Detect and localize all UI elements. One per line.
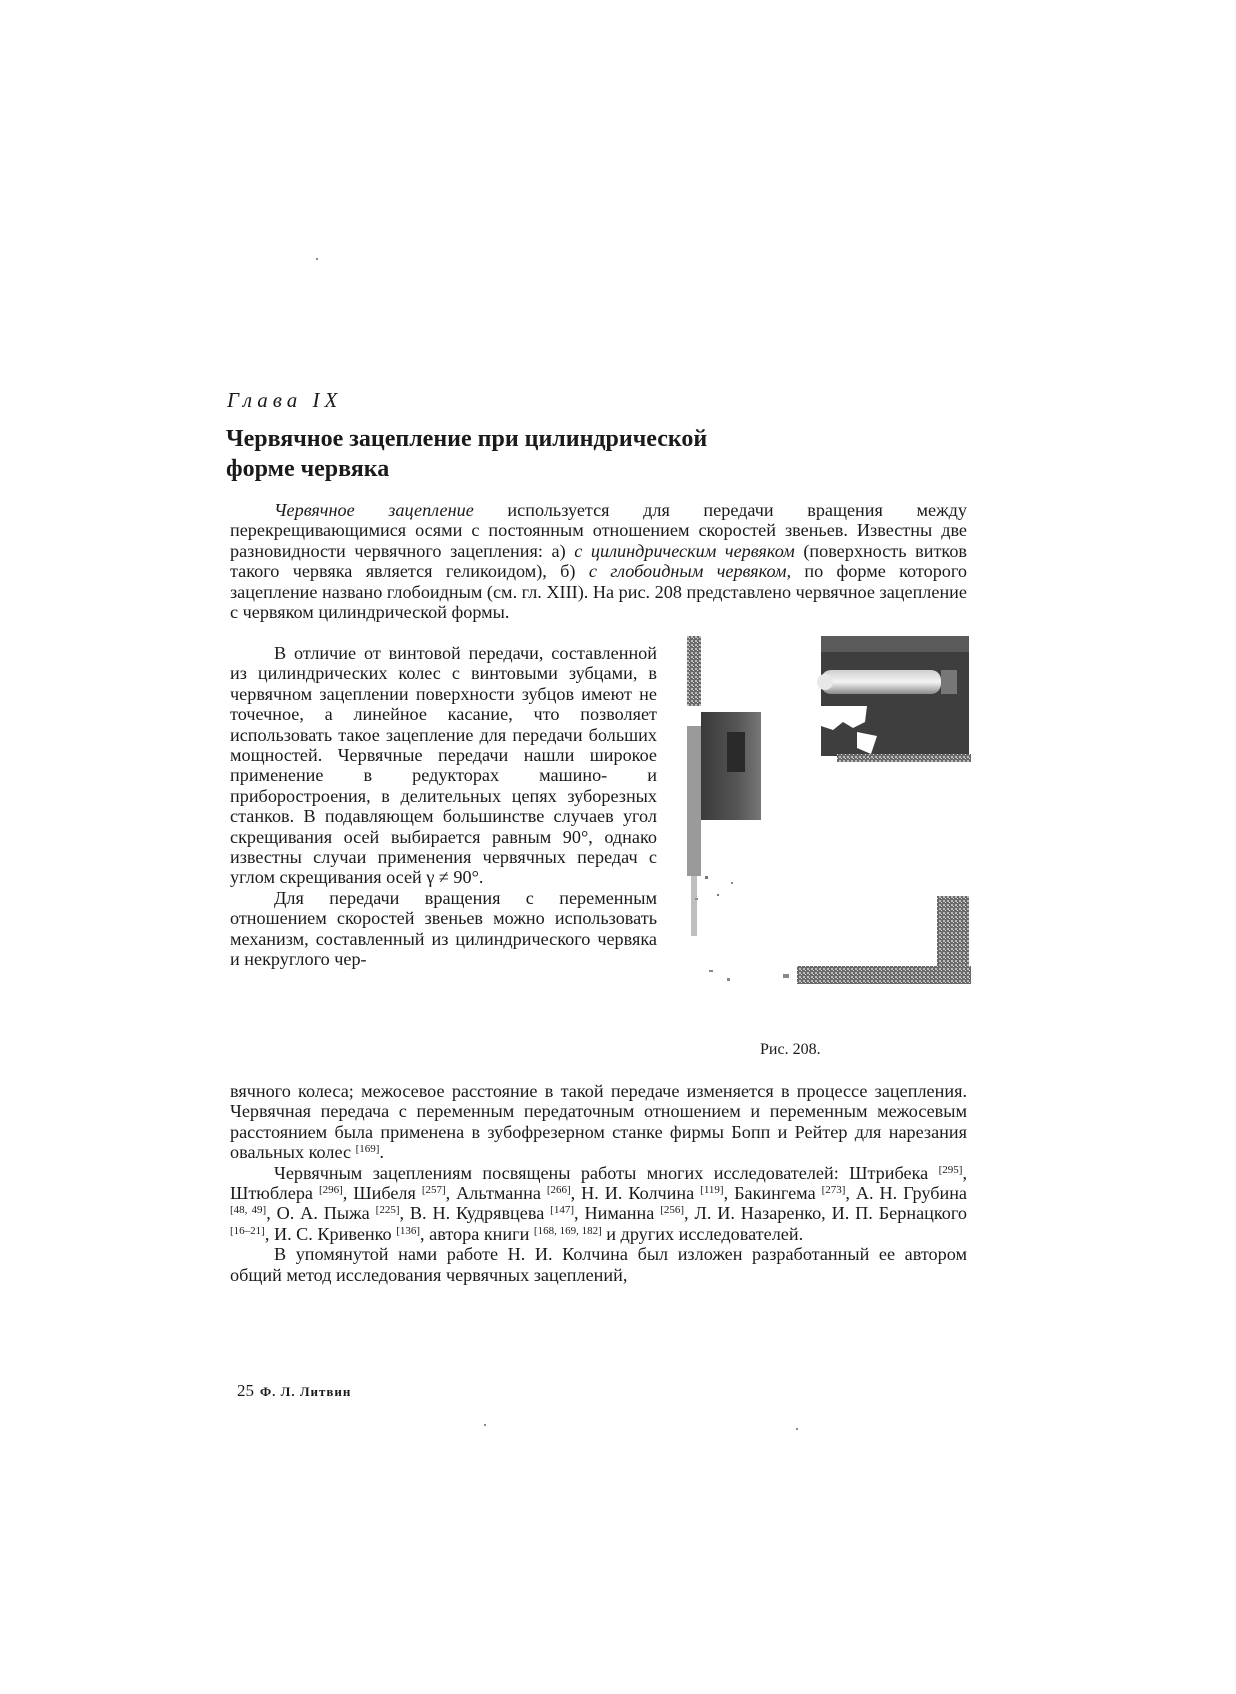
reference-number: 147 — [553, 1204, 571, 1217]
reference-number: 295 — [942, 1163, 959, 1176]
paragraph-researchers: Червячным зацеплениям посвящены работы многих исследователей: Штрибека [295], Штюблера [296], Шибеля [257], Альтманна [266], Н. И. Колчина [119], Бакингема [273], А. Н. Грубина [48, 49], О. А. Пыжа [225], В. Н. Кудрявцева [147], Ниманна [256], Л. И. Назаренко, И. П. Бернацкого [16–21], И. С. Кривенко [136], автора книги [168, 169, 182] и других исследователей. — [230, 1162, 967, 1244]
reference-number: 119 — [703, 1183, 720, 1196]
reference-number: 48, 49 — [233, 1204, 263, 1217]
reference-number: 136 — [399, 1224, 417, 1237]
paragraph-column — [230, 643, 657, 970]
reference-number: 225 — [379, 1204, 396, 1217]
figure-208-photo — [687, 636, 977, 1016]
paragraph-text: (поверхность витков такого червяка является геликоидом), б) — [230, 540, 967, 582]
paragraph-text: используется для передачи вращения между перекрещивающимися осями с постоянным отношением скоростей звеньев. Известны две разновидности червячного зацепления: а) — [230, 500, 967, 561]
paragraph-worm-vs-helical: В отличие от винтовой передачи, составленной из цилиндрических колес с винтовыми зубцами, в червячном зацеплении поверхности зубцов имеют не точечное, а линейное касание, что позволяет использовать такое зацепление для передачи больших мощностей. Червячные передачи нашли широкое применение в редукторах машино- и приборостроения, в делительных цепях зуборезных станков. В подавляющем большинстве случаев угол скрещивания осей выбирается равным 90°, однако известны случаи применения червячных передач с углом скрещивания осей γ ≠ 90°. — [230, 643, 657, 888]
chapter-title-line: форме червяка — [226, 456, 390, 482]
paragraph-kolchin-method: В упомянутой нами работе Н. И. Колчина был изложен разработанный ее автором общий метод исследования червячных зацеплений, — [230, 1244, 967, 1285]
paragraph-variable-ratio: Для передачи вращения с переменным отношением скоростей звеньев можно использовать механизм, составленный из цилиндрического червяка и некруглого чер- — [230, 887, 657, 970]
footer-author: Ф. Л. Литвин — [260, 1384, 352, 1399]
chapter-title — [226, 424, 866, 484]
chapter-title-line: Червячное зацепление при цилиндрической — [226, 426, 708, 452]
figure-caption: Рис. 208. — [760, 1041, 821, 1058]
reference-number: 266 — [550, 1183, 567, 1196]
paragraph-text: вячного колеса; межосевое расстояние в такой передаче изменяется в процессе зацепления. Червячная передача с переменным передаточным отношением и переменным межосевым расстоянием была применена в зубофрезерном станке фирмы Бопп и Рейтер для нарезания овальных колес — [230, 1081, 967, 1163]
term-italic: с глобоидным червяком, — [588, 561, 792, 582]
paragraph-text: по форме которого зацепление названо глобоидным (см. гл. XIII). На рис. 208 представлено червячное зацепление с червяком цилиндрической формы. — [230, 561, 968, 623]
reference-number: 296 — [322, 1183, 340, 1196]
reference-number: 169 — [359, 1143, 376, 1156]
reference-number: 256 — [663, 1204, 681, 1217]
reference-number: 168, 169, 182 — [537, 1224, 599, 1237]
scan-speck — [796, 1428, 798, 1430]
term-italic: с цилиндрическим червяком — [574, 540, 795, 561]
paragraph-block-lower: вячного колеса; межосевое расстояние в такой передаче изменяется в процессе зацепления. Червячная передача с переменным передаточным отношением и переменным межосевым расстоянием была применена в зубофрезерном станке фирмы Бопп и Рейтер для нарезания овальных колес [169]. Червячным зацеплениям посвящены работы многих исследователей: Штрибека [295], Штюблера [296], Шибеля [257], Альтманна [266], Н. И. Колчина [119], Бакингема [273], А. Н. Грубина [48, 49], О. А. Пыжа [225], В. Н. Кудрявцева [147], Ниманна [256], Л. И. Назаренко, И. П. Бернацкого [16–21], И. С. Кривенко [136], автора книги [168, 169, 182] и других исследователей. В упомянутой нами работе Н. И. Колчина был изложен разработанный ее автором общий метод исследования червячных зацеплений, — [230, 1081, 967, 1285]
term-italic: Червячное зацепление — [274, 500, 474, 520]
scan-speck — [484, 1424, 486, 1426]
page-footer — [237, 1381, 351, 1401]
reference-number: 16–21 — [233, 1224, 262, 1237]
paragraph-text: . — [379, 1142, 385, 1163]
chapter-label: Глава IX — [227, 388, 343, 412]
paragraph-intro — [230, 500, 967, 622]
reference-number: 257 — [425, 1183, 442, 1196]
signature-number: 25 — [237, 1381, 254, 1400]
reference-number: 273 — [825, 1183, 842, 1196]
scan-speck — [316, 258, 318, 260]
